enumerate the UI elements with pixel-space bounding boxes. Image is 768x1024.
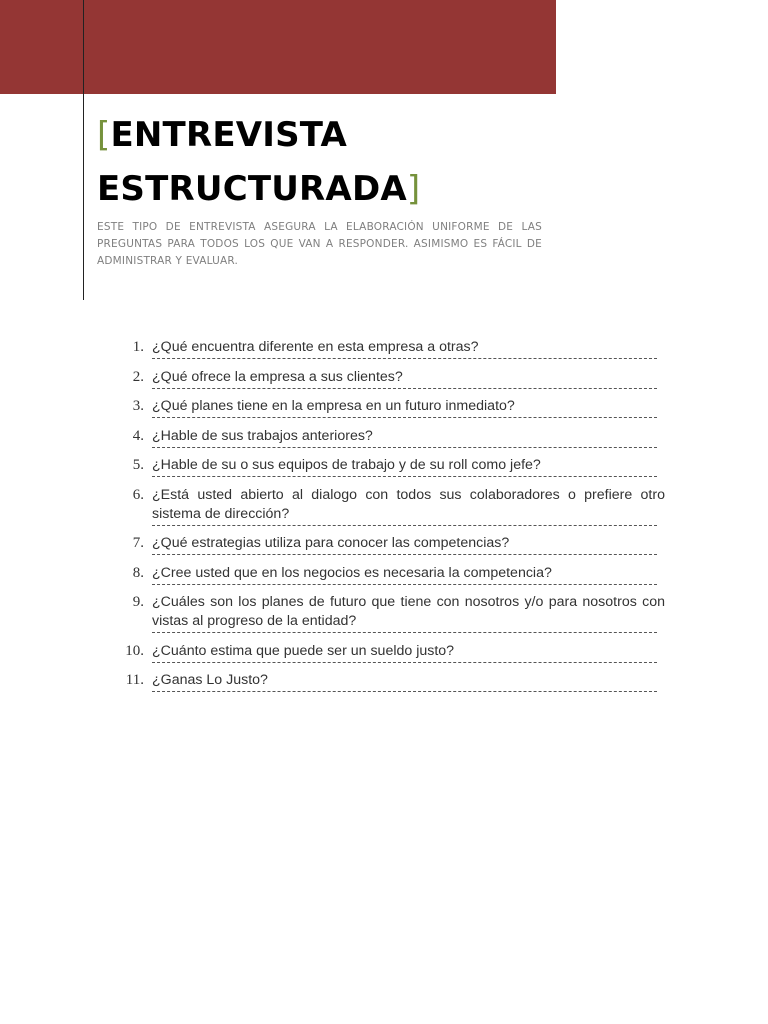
question-list: [120, 338, 665, 701]
question-number: 7.: [132, 535, 144, 551]
title-bracket-open: [: [97, 115, 111, 155]
question-item: [120, 338, 665, 359]
question-item: [120, 671, 665, 692]
answer-line[interactable]: [152, 358, 657, 359]
title-text: ENTREVISTA ESTRUCTURADA: [97, 115, 407, 209]
title-bracket-close: ]: [406, 169, 421, 209]
question-item: [120, 486, 665, 526]
answer-line[interactable]: [152, 662, 657, 663]
question-number: 5.: [132, 457, 144, 473]
answer-line[interactable]: [152, 691, 657, 692]
question-number: 10.: [125, 642, 144, 659]
answer-line[interactable]: [152, 584, 657, 585]
question-text: ¿Cuáles son los planes de futuro que tiene con nosotros y/o para nosotros con vistas al progreso de la entidad?: [152, 594, 665, 629]
question-item: [120, 564, 665, 585]
answer-line[interactable]: [152, 417, 657, 418]
question-text: ¿Qué ofrece la empresa a sus clientes?: [152, 368, 403, 385]
question-text: ¿Cree usted que en los negocios es necesaria la competencia?: [152, 564, 552, 581]
question-item: [120, 642, 665, 663]
document-abstract: ESTE TIPO DE ENTREVISTA ASEGURA LA ELABORACIÓN UNIFORME DE LAS PREGUNTAS PARA TODOS LOS QUE VAN A RESPONDER. ASIMISMO ES FÁCIL DE ADMINISTRAR Y EVALUAR.: [97, 221, 542, 267]
question-text: ¿Qué planes tiene en la empresa en un futuro inmediato?: [152, 398, 515, 414]
question-text: ¿Qué encuentra diferente en esta empresa a otras?: [152, 339, 479, 355]
page-title: [97, 108, 547, 216]
question-number: 1.: [132, 339, 144, 355]
answer-line[interactable]: [152, 525, 657, 526]
question-number: 11.: [125, 672, 144, 688]
question-item: [120, 456, 665, 477]
answer-line[interactable]: [152, 554, 657, 555]
answer-line[interactable]: [152, 632, 657, 633]
question-text: ¿Ganas Lo Justo?: [152, 672, 268, 688]
answer-line[interactable]: [152, 476, 657, 477]
question-item: [120, 397, 665, 418]
question-text: ¿Cuánto estima que puede ser un sueldo justo?: [152, 642, 455, 659]
question-text: ¿Hable de su o sus equipos de trabajo y de su roll como jefe?: [152, 457, 541, 473]
question-number: 9.: [132, 594, 144, 610]
question-text: ¿Está usted abierto al dialogo con todos sus colaboradores o prefiere otro sistema de dirección?: [152, 486, 665, 522]
question-number: 2.: [132, 368, 144, 385]
vertical-rule: [83, 0, 84, 300]
question-number: 8.: [132, 564, 144, 581]
question-item: [120, 534, 665, 555]
question-item: [120, 368, 665, 389]
question-number: 4.: [132, 427, 144, 444]
question-number: 6.: [132, 486, 144, 503]
answer-line[interactable]: [152, 388, 657, 389]
answer-line[interactable]: [152, 447, 657, 448]
question-text: ¿Qué estrategias utiliza para conocer las competencias?: [152, 535, 510, 551]
question-text: ¿Hable de sus trabajos anteriores?: [152, 427, 373, 444]
question-item: [120, 427, 665, 448]
question-item: [120, 593, 665, 633]
question-number: 3.: [132, 398, 144, 414]
